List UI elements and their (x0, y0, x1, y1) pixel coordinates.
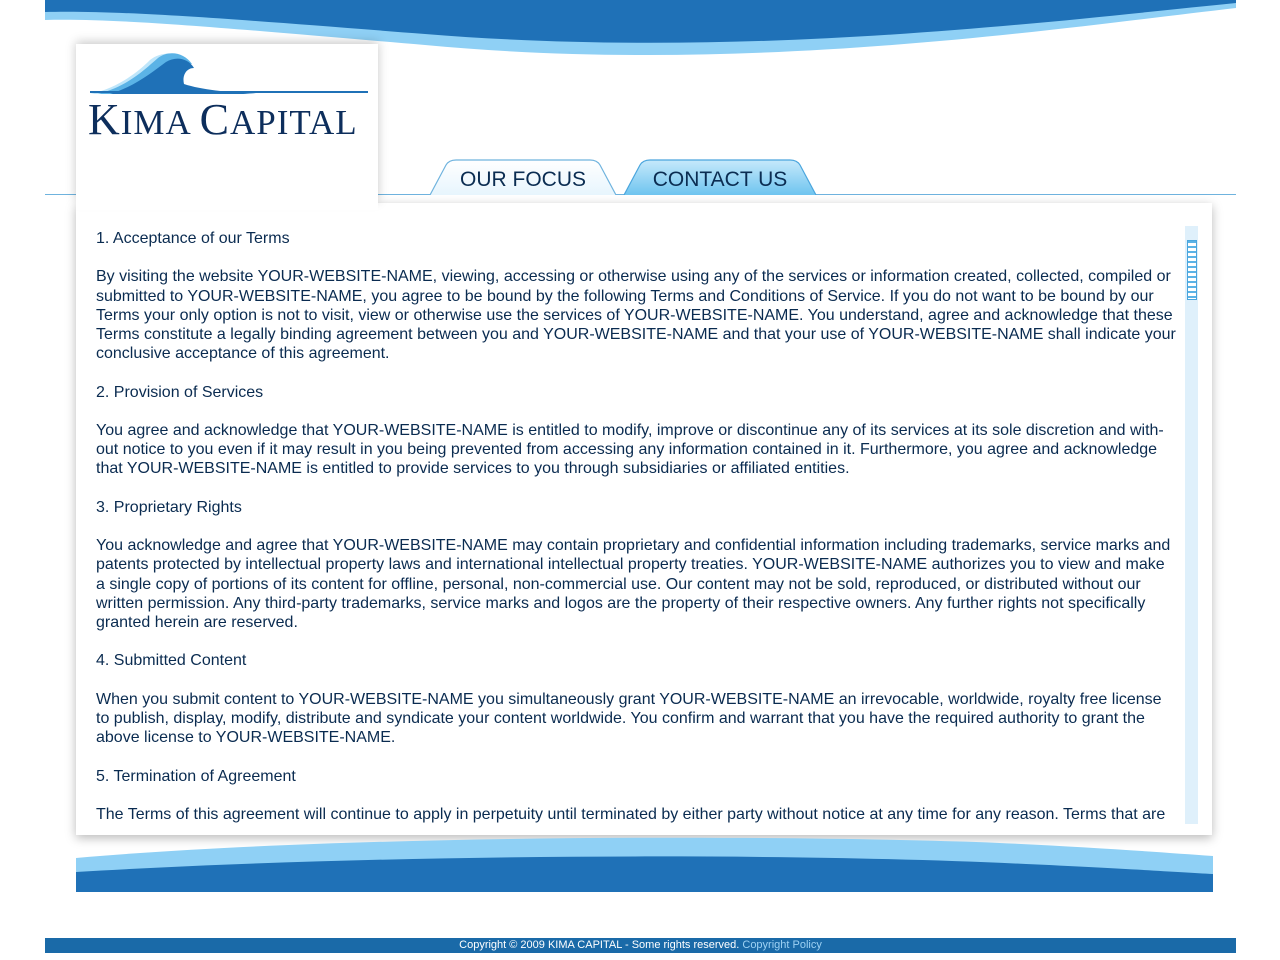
footer-wave (76, 834, 1213, 892)
tab-contact-us[interactable] (622, 159, 818, 195)
section-body: The Terms of this agreement will continue to apply in perpetuity until terminated by either party without notice at any time for any reason. Terms that are (96, 805, 1166, 823)
copyright-text: Copyright © 2009 KIMA CAPITAL - Some rights reserved. (459, 939, 740, 951)
copyright-policy-link[interactable]: Copyright Policy (742, 939, 822, 951)
section-heading: 4. Submitted Content (96, 652, 247, 670)
logo-box (76, 44, 378, 203)
terms-content (96, 229, 1176, 825)
section-body: You acknowledge and agree that YOUR-WEBSITE-NAME may contain proprietary and confidential information including trademarks, service marks and patents protected by intellectual property laws and international intellectual property treaties. YOUR-WEBSITE-NAME authorizes you to view and make a single copy of portions of its content for offline, personal, non-commercial use. Our content may not be sold, reproduced, or distributed without our written permission. Any third-party trademarks, service marks and logos are the property of their respective owners. Any further rights not specifically granted herein are reserved. (96, 537, 1171, 631)
tab-label: OUR FOCUS (460, 168, 586, 191)
section-heading: 3. Proprietary Rights (96, 498, 242, 516)
section-body: By visiting the website YOUR-WEBSITE-NAME, viewing, accessing or otherwise using any of the services or information created, collected, compiled or submitted to YOUR-WEBSITE-NAME, you agree to be bound by the following Terms and Conditions of Service. If you do not want to be bound by our Terms your only option is not to visit, view or otherwise use the services of YOUR-WEBSITE-NAME. You understand, agree and acknowledge that these Terms constitute a legally binding agreement between you and YOUR-WEBSITE-NAME and that your use of YOUR-WEBSITE-NAME shall indicate your conclusive acceptance of this agreement. (96, 268, 1176, 363)
section-heading: 1. Acceptance of our Terms (96, 230, 290, 247)
section-body: When you submit content to YOUR-WEBSITE-NAME you simultaneously grant YOUR-WEBSITE-NAME an irrevocable, worldwide, royalty free license to publish, display, modify, distribute and syndicate your content worldwide. You confirm and warrant that you have the required authority to grant the above license to YOUR-WEBSITE-NAME. (96, 690, 1162, 747)
scrollbar-track[interactable] (1185, 226, 1198, 824)
logo-rule (90, 91, 368, 93)
section-body: You agree and acknowledge that YOUR-WEBSITE-NAME is entitled to modify, improve or discontinue any of its services at its sole discretion and with-out notice to you even if it may result in you being prevented from accessing any information contained in it. Furthermore, you agree and acknowledge that YOUR-WEBSITE-NAME is entitled to provide services to you through subsidiaries or affiliated entities. (96, 421, 1164, 478)
logo-text: KIMA CAPITAL (88, 95, 358, 144)
scrollbar-thumb[interactable] (1187, 240, 1197, 300)
section-heading: 2. Provision of Services (96, 383, 264, 401)
footer-bar (45, 938, 1236, 953)
logo-underlay (76, 190, 378, 210)
section-heading: 5. Termination of Agreement (96, 767, 296, 785)
tab-our-focus[interactable] (428, 159, 618, 195)
tab-label: CONTACT US (652, 168, 788, 191)
